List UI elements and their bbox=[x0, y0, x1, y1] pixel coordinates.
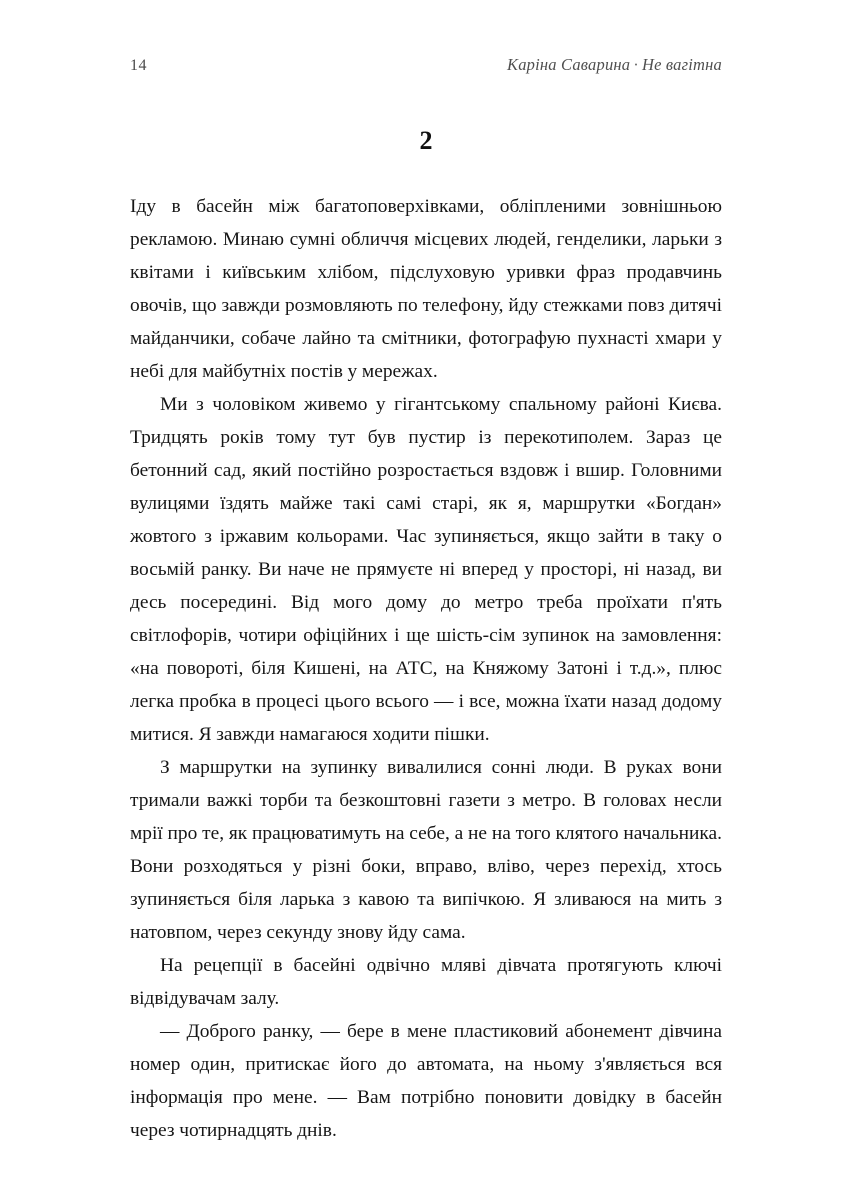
chapter-number: 2 bbox=[419, 126, 433, 155]
paragraph: — Доброго ранку, — бере в мене пластиковий абонемент дівчина номер один, притискає його до автомата, на ньому з'являється вся інформація про мене. — Вам потрібно поновити довідку в басейн через чотирнадцять днів. bbox=[130, 1021, 722, 1141]
paragraph: Іду в басейн між багатоповерхівками, обліпленими зовнішньою рекламою. Минаю сумні обличчя місцевих людей, генделики, ларьки з квітами і київським хлібом, підслуховую уривки фраз продавчинь овочів, що завжди розмовляють по телефону, йду стежками повз дитячі майданчики, собаче лайно та смітники, фотографую пухнасті хмари у небі для майбутніх постів у мережах. bbox=[130, 196, 722, 382]
running-head bbox=[130, 57, 722, 83]
author-name: Каріна Саварина bbox=[507, 55, 631, 74]
header-separator: · bbox=[633, 55, 639, 74]
paragraph: З маршрутки на зупинку вивалилися сонні люди. В руках вони тримали важкі торби та безкоштовні газети з метро. В головах несли мрії про те, як працюватимуть на себе, а не на того клятого начальника. Вони розходяться у різні боки, вправо, вліво, через перехід, хтось зупиняється біля ларька з кавою та випічкою. Я зливаюся на мить з натовпом, через секунду знову йду сама. bbox=[130, 757, 722, 943]
body-text bbox=[130, 190, 722, 1147]
running-head-title bbox=[507, 57, 722, 74]
page-number: 14 bbox=[130, 57, 147, 74]
paragraph: Ми з чоловіком живемо у гігантському спальному районі Києва. Тридцять років тому тут був пустир із перекотиполем. Зараз це бетонний сад, який постійно розростається вздовж і вшир. Головними вулицями їздять майже такі самі старі, як я, маршрутки «Богдан» жовтого з іржавим кольорами. Час зупиняється, якщо зайти в таку о восьмій ранку. Ви наче не прямуєте ні вперед у просторі, ні назад, ви десь посередині. Від мого дому до метро треба проїхати п'ять світлофорів, чотири офіційних і ще шість-сім зупинок на замовлення: «на повороті, біля Кишені, на АТС, на Княжому Затоні і т.д.», плюс легка пробка в процесі цього всього — і все, можна їхати назад додому митися. Я завжди намагаюся ходити пішки. bbox=[130, 394, 722, 745]
paragraph: На рецепції в басейні одвічно мляві дівчата протягують ключі відвідувачам залу. bbox=[130, 955, 722, 1009]
book-title: Не вагітна bbox=[641, 55, 722, 74]
